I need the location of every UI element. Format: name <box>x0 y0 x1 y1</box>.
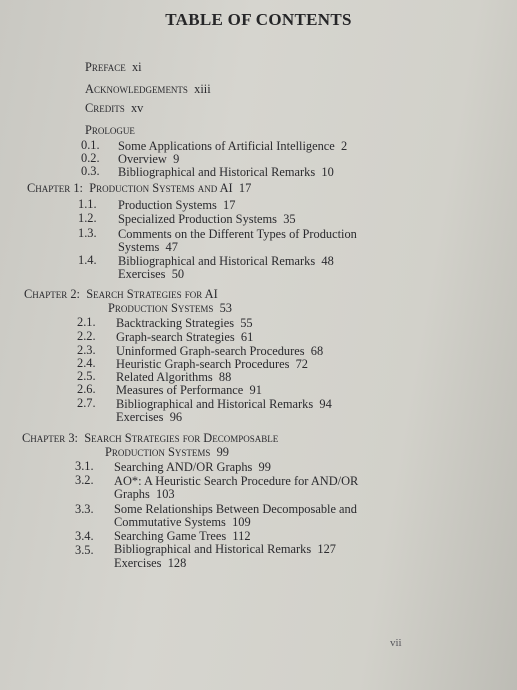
chapter-heading-1: Chapter 1: Production Systems and AI 17 <box>27 181 252 195</box>
section-entry: Comments on the Different Types of Production <box>118 227 357 241</box>
section-number: 2.4. <box>77 356 96 370</box>
section-entry: Bibliographical and Historical Remarks 48 <box>118 254 334 268</box>
section-entry: Uninformed Graph-search Procedures 68 <box>116 344 324 358</box>
exercises-entry: Exercises 128 <box>114 556 187 570</box>
section-entry-continued: Graphs 103 <box>114 487 175 501</box>
section-entry: Backtracking Strategies 55 <box>116 316 253 330</box>
section-entry-continued: Systems 47 <box>118 240 178 254</box>
chapter-heading-2-continued: Production Systems 53 <box>108 301 232 315</box>
section-number: 0.3. <box>81 164 100 178</box>
toc-entry-acknowledgements: Acknowledgements xiii <box>85 82 211 96</box>
section-entry: Measures of Performance 91 <box>116 383 262 397</box>
page-number: vii <box>390 637 402 649</box>
section-number: 2.1. <box>77 315 96 329</box>
section-number: 2.2. <box>77 329 96 343</box>
section-number: 3.4. <box>75 529 94 543</box>
section-entry: Searching AND/OR Graphs 99 <box>114 460 271 474</box>
section-number: 3.1. <box>75 459 94 473</box>
section-number: 1.2. <box>78 211 97 225</box>
chapter-heading-3: Chapter 3: Search Strategies for Decomposable <box>22 431 279 445</box>
toc-entry-credits: Credits xv <box>85 101 144 115</box>
exercises-entry: Exercises 50 <box>118 267 185 281</box>
section-number: 2.5. <box>77 369 96 383</box>
section-number: 3.2. <box>75 473 94 487</box>
section-entry: Related Algorithms 88 <box>116 370 232 384</box>
toc-entry-preface: Preface xi <box>85 60 142 74</box>
section-entry: Production Systems 17 <box>118 198 236 212</box>
section-entry: Bibliographical and Historical Remarks 94 <box>116 397 332 411</box>
chapter-heading-3-continued: Production Systems 99 <box>105 445 229 459</box>
section-number: 2.6. <box>77 382 96 396</box>
section-number: 2.3. <box>77 343 96 357</box>
section-entry: Some Relationships Between Decomposable and <box>114 502 357 516</box>
section-entry: Specialized Production Systems 35 <box>118 212 296 226</box>
section-number: 1.3. <box>78 226 97 240</box>
section-entry: Bibliographical and Historical Remarks 10 <box>118 165 334 179</box>
section-number: 2.7. <box>77 396 96 410</box>
exercises-entry: Exercises 96 <box>116 410 183 424</box>
section-number: 0.1. <box>81 138 100 152</box>
section-number: 1.1. <box>78 197 97 211</box>
section-entry: Bibliographical and Historical Remarks 127 <box>114 542 336 556</box>
chapter-heading-2: Chapter 2: Search Strategies for AI <box>24 287 218 301</box>
section-entry: Some Applications of Artificial Intelligence 2 <box>118 139 348 153</box>
section-entry-continued: Commutative Systems 109 <box>114 515 251 529</box>
section-number: 3.3. <box>75 502 94 516</box>
section-entry: Overview 9 <box>118 152 180 166</box>
page-title: TABLE OF CONTENTS <box>165 10 352 29</box>
section-entry: Graph-search Strategies 61 <box>116 330 254 344</box>
section-entry: Heuristic Graph-search Procedures 72 <box>116 357 308 371</box>
section-entry: Searching Game Trees 112 <box>114 529 251 543</box>
section-number: 3.5. <box>75 543 94 557</box>
toc-entry-prologue: Prologue <box>85 123 135 137</box>
section-entry: AO*: A Heuristic Search Procedure for AND/OR <box>114 474 359 488</box>
section-number: 1.4. <box>78 253 97 267</box>
section-number: 0.2. <box>81 151 100 165</box>
